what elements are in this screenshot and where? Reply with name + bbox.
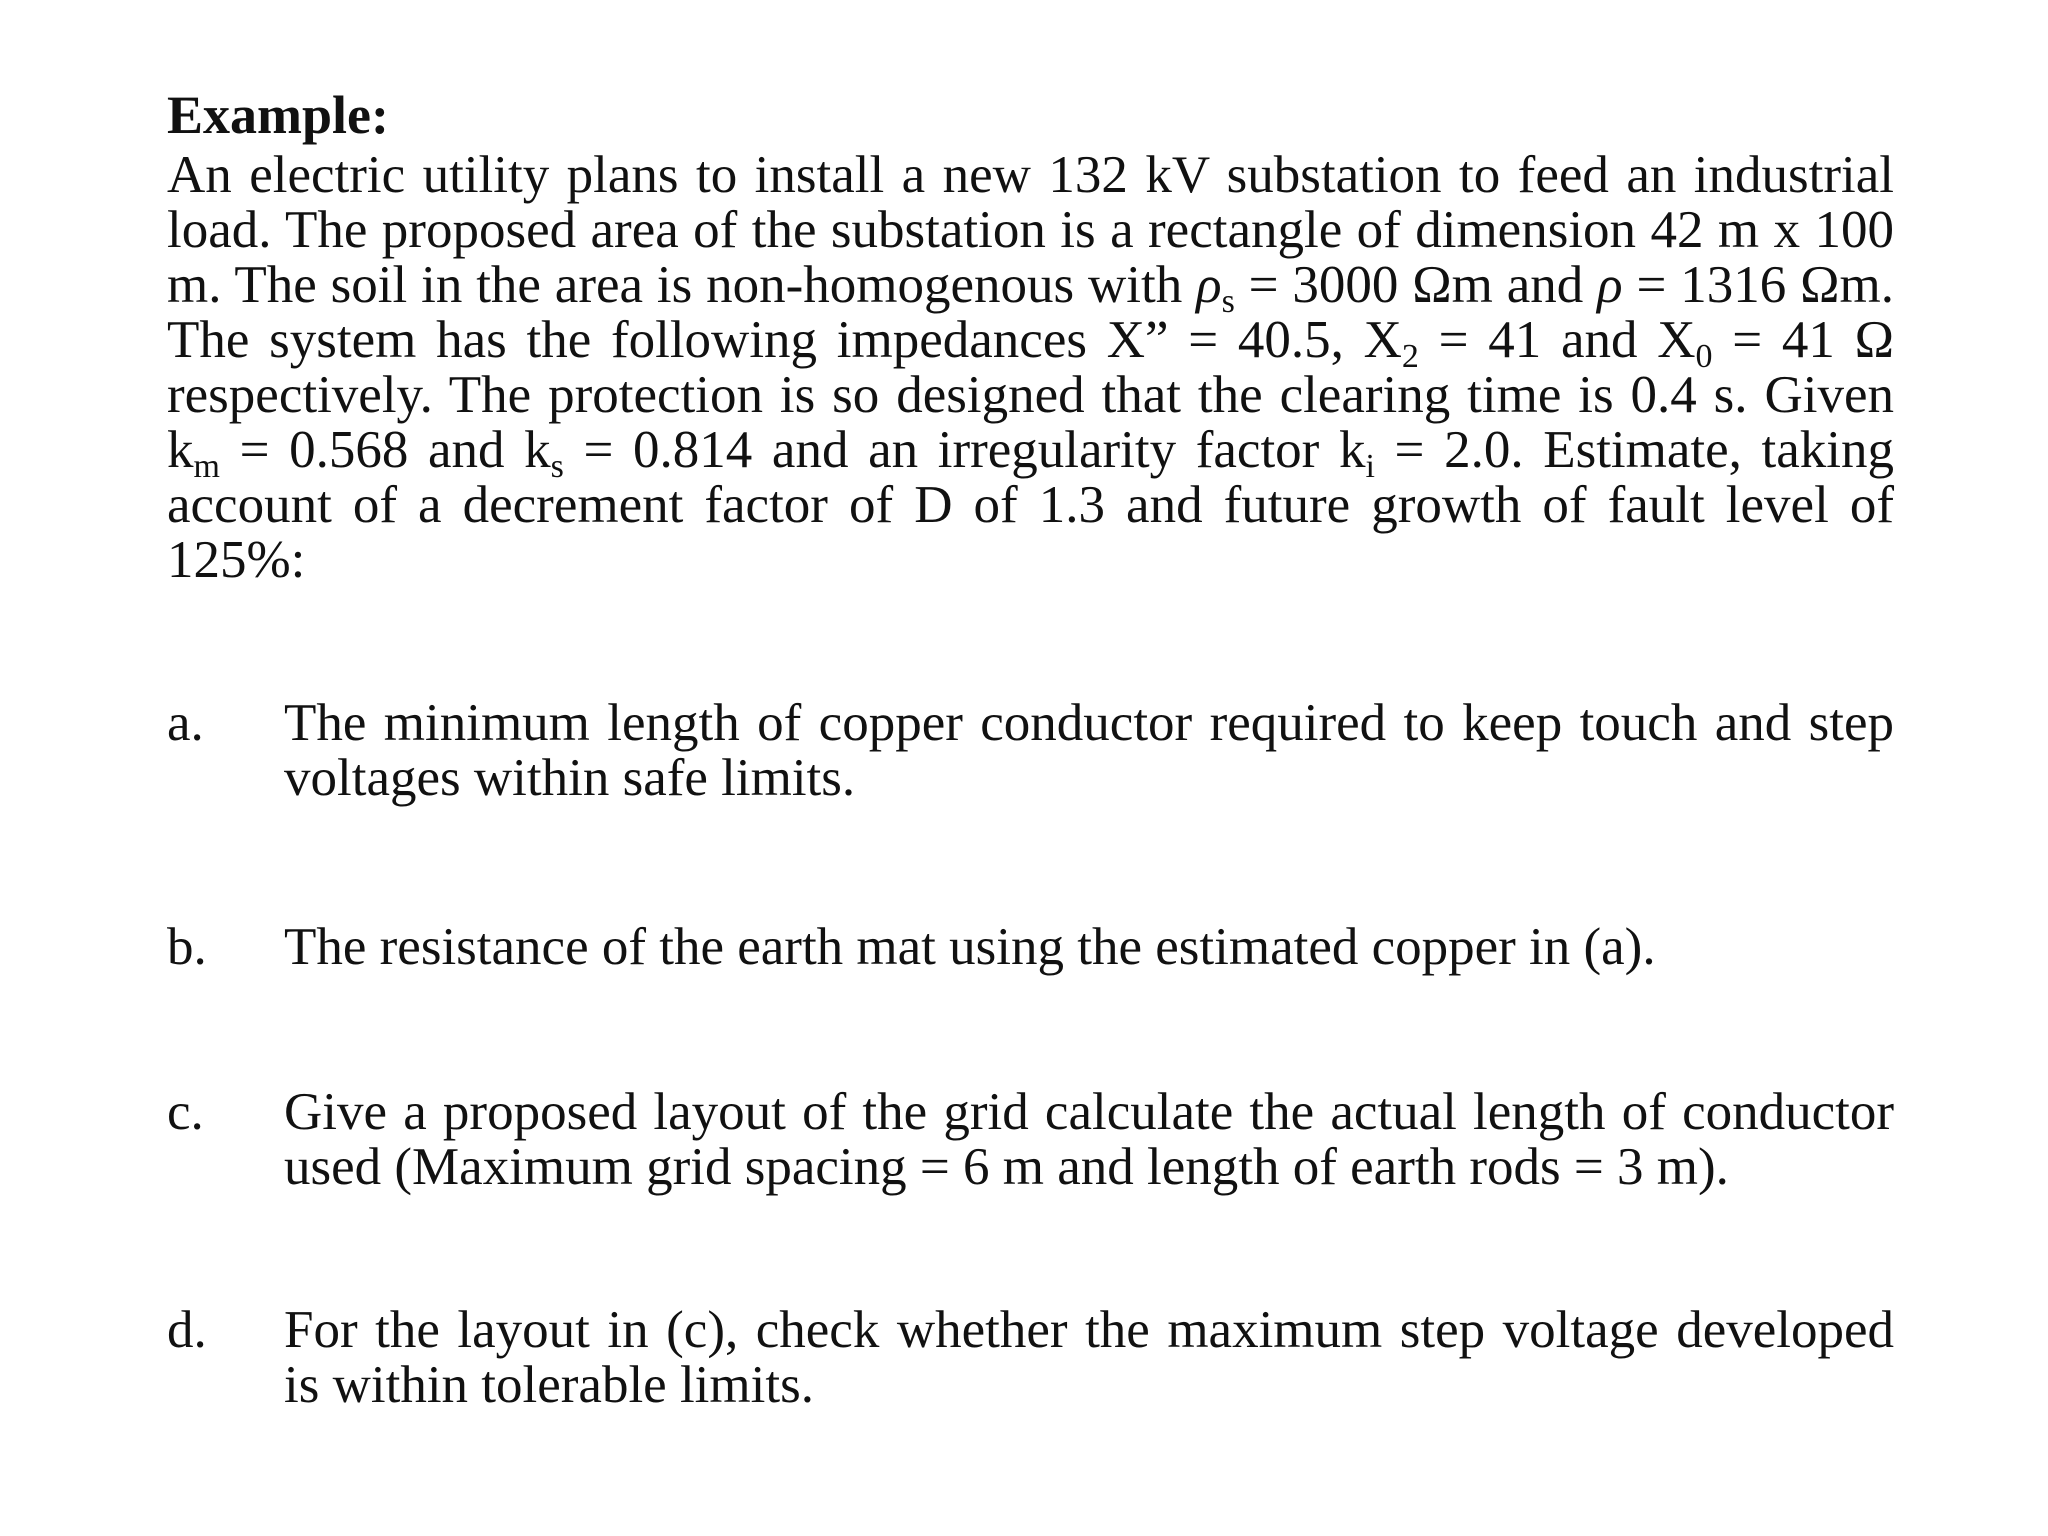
km-subscript: m bbox=[193, 448, 220, 485]
intro-text-6: = 0.568 and k bbox=[219, 421, 551, 479]
intro-text-4: = 41 and X bbox=[1418, 311, 1696, 369]
question-list bbox=[167, 696, 1894, 1413]
intro-text-2: = 3000 Ωm and bbox=[1234, 256, 1598, 314]
question-text: The minimum length of copper conductor required to keep touch and step voltages within safe limits. bbox=[284, 694, 1894, 807]
intro-text-1: An electric utility plans to install a new 132 kV substation to feed an industrial load. The proposed area of the substation is a rectangle of dimension 42 m x 100 m. The soil in the area is non-homogenous with bbox=[167, 146, 1894, 314]
question-text: For the layout in (c), check whether the maximum step voltage developed is within tolerable limits. bbox=[284, 1301, 1894, 1414]
question-item-c bbox=[167, 1085, 1894, 1195]
intro-text-7: = 0.814 and an irregularity factor k bbox=[563, 421, 1366, 479]
question-text: Give a proposed layout of the grid calculate the actual length of conductor used (Maximum grid spacing = 6 m and length of earth rods = 3 m). bbox=[284, 1083, 1894, 1196]
rho-symbol: ρ bbox=[1196, 256, 1222, 314]
intro-text-5: = 41 Ω respectively. The protection is so designed that the clearing time is 0.4 s. Given k bbox=[167, 311, 1894, 479]
question-label: c. bbox=[167, 1083, 204, 1141]
intro-text-3: = 1316 Ωm. The system has the following impedances X” = 40.5, X bbox=[167, 256, 1894, 369]
question-text: The resistance of the earth mat using the estimated copper in (a). bbox=[284, 918, 1656, 976]
intro-text-8: = 2.0. Estimate, taking account of a decrement factor of D of 1.3 and future growth of fault level of 125%: bbox=[167, 421, 1895, 589]
rho-s-subscript: s bbox=[1221, 283, 1235, 320]
question-label: a. bbox=[167, 694, 204, 752]
question-item-a bbox=[167, 696, 1894, 806]
rho-symbol-2: ρ bbox=[1597, 256, 1623, 314]
heading: Example: bbox=[167, 85, 389, 145]
question-label: b. bbox=[167, 918, 207, 976]
problem-statement bbox=[167, 148, 1894, 588]
x2-subscript: 2 bbox=[1401, 338, 1419, 375]
question-item-b bbox=[167, 920, 1894, 975]
document-page bbox=[167, 82, 1894, 1413]
question-label: d. bbox=[167, 1301, 207, 1359]
question-item-d bbox=[167, 1303, 1894, 1413]
ks-subscript: s bbox=[550, 448, 564, 485]
x0-subscript: 0 bbox=[1695, 338, 1713, 375]
ki-subscript: i bbox=[1365, 448, 1375, 485]
